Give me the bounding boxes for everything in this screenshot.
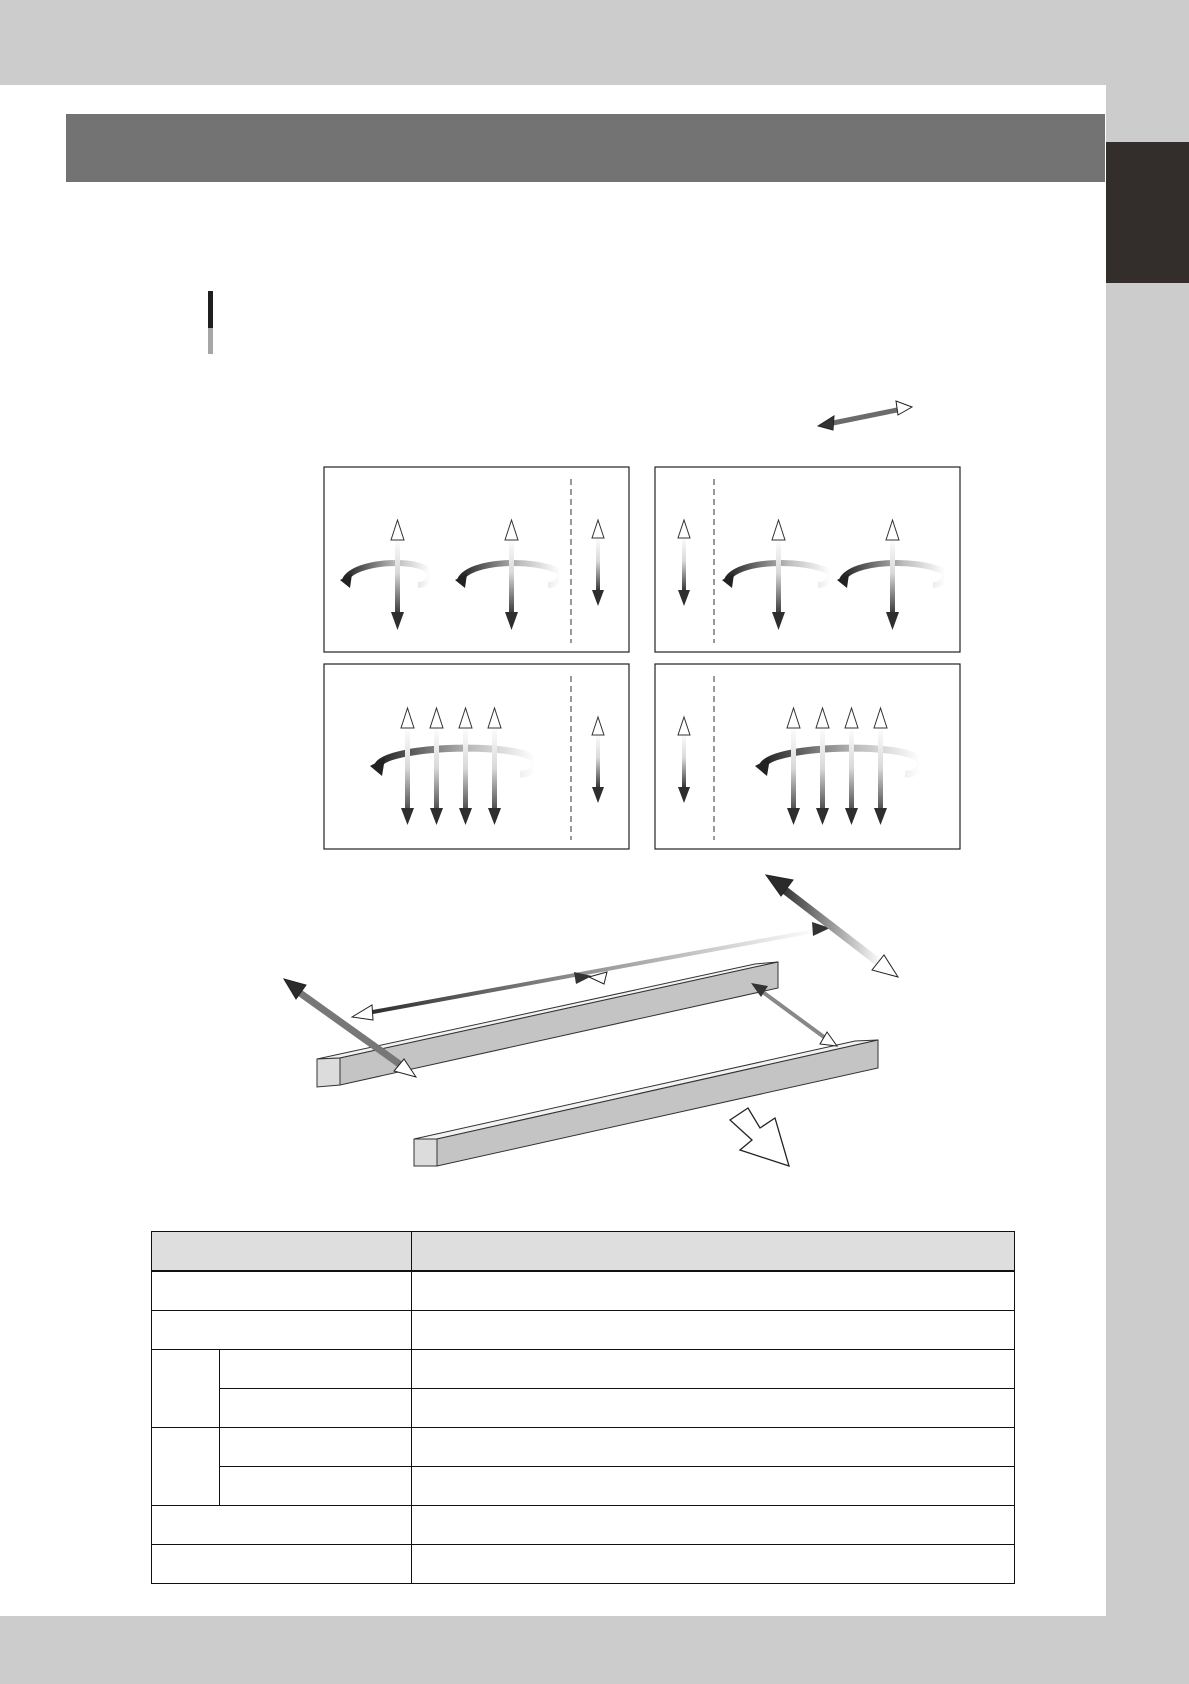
panel-bottom-right xyxy=(655,664,960,849)
move-arrow-icon xyxy=(730,1108,789,1166)
double-arrow-icon xyxy=(751,983,837,1046)
table-cell-sub xyxy=(220,1467,412,1506)
table-header-cell xyxy=(152,1232,412,1272)
table-cell-value xyxy=(412,1271,1015,1311)
spec-table xyxy=(151,1231,1015,1584)
table-header-row xyxy=(152,1232,1015,1272)
lower-bar xyxy=(414,1040,878,1166)
table-cell-sub xyxy=(220,1350,412,1389)
panel-top-right xyxy=(655,467,960,652)
table-cell-label xyxy=(152,1545,412,1584)
table-row xyxy=(152,1389,1015,1428)
table-cell-group xyxy=(152,1350,220,1428)
table-cell-value xyxy=(412,1506,1015,1545)
table-cell-group xyxy=(152,1428,220,1506)
table-row xyxy=(152,1350,1015,1389)
table-cell-label xyxy=(152,1271,412,1311)
double-arrow-icon xyxy=(818,401,912,430)
table-cell-value xyxy=(412,1389,1015,1428)
table-cell-value xyxy=(412,1428,1015,1467)
table-row xyxy=(152,1428,1015,1467)
table-cell-value xyxy=(412,1467,1015,1506)
page-bottom-band xyxy=(0,1616,1189,1684)
table-cell-value xyxy=(412,1311,1015,1350)
table-cell-label xyxy=(152,1506,412,1545)
table-cell-value xyxy=(412,1350,1015,1389)
table-cell-value xyxy=(412,1545,1015,1584)
table-row xyxy=(152,1545,1015,1584)
table-cell-sub xyxy=(220,1428,412,1467)
table-cell-label xyxy=(152,1311,412,1350)
table-row xyxy=(152,1467,1015,1506)
panel-top-left xyxy=(324,467,629,652)
table-header-cell xyxy=(412,1232,1015,1272)
table-row xyxy=(152,1311,1015,1350)
panel-bottom-left xyxy=(324,664,629,849)
double-arrow-icon xyxy=(766,875,898,977)
table-row xyxy=(152,1271,1015,1311)
table-cell-sub xyxy=(220,1389,412,1428)
table-row xyxy=(152,1506,1015,1545)
